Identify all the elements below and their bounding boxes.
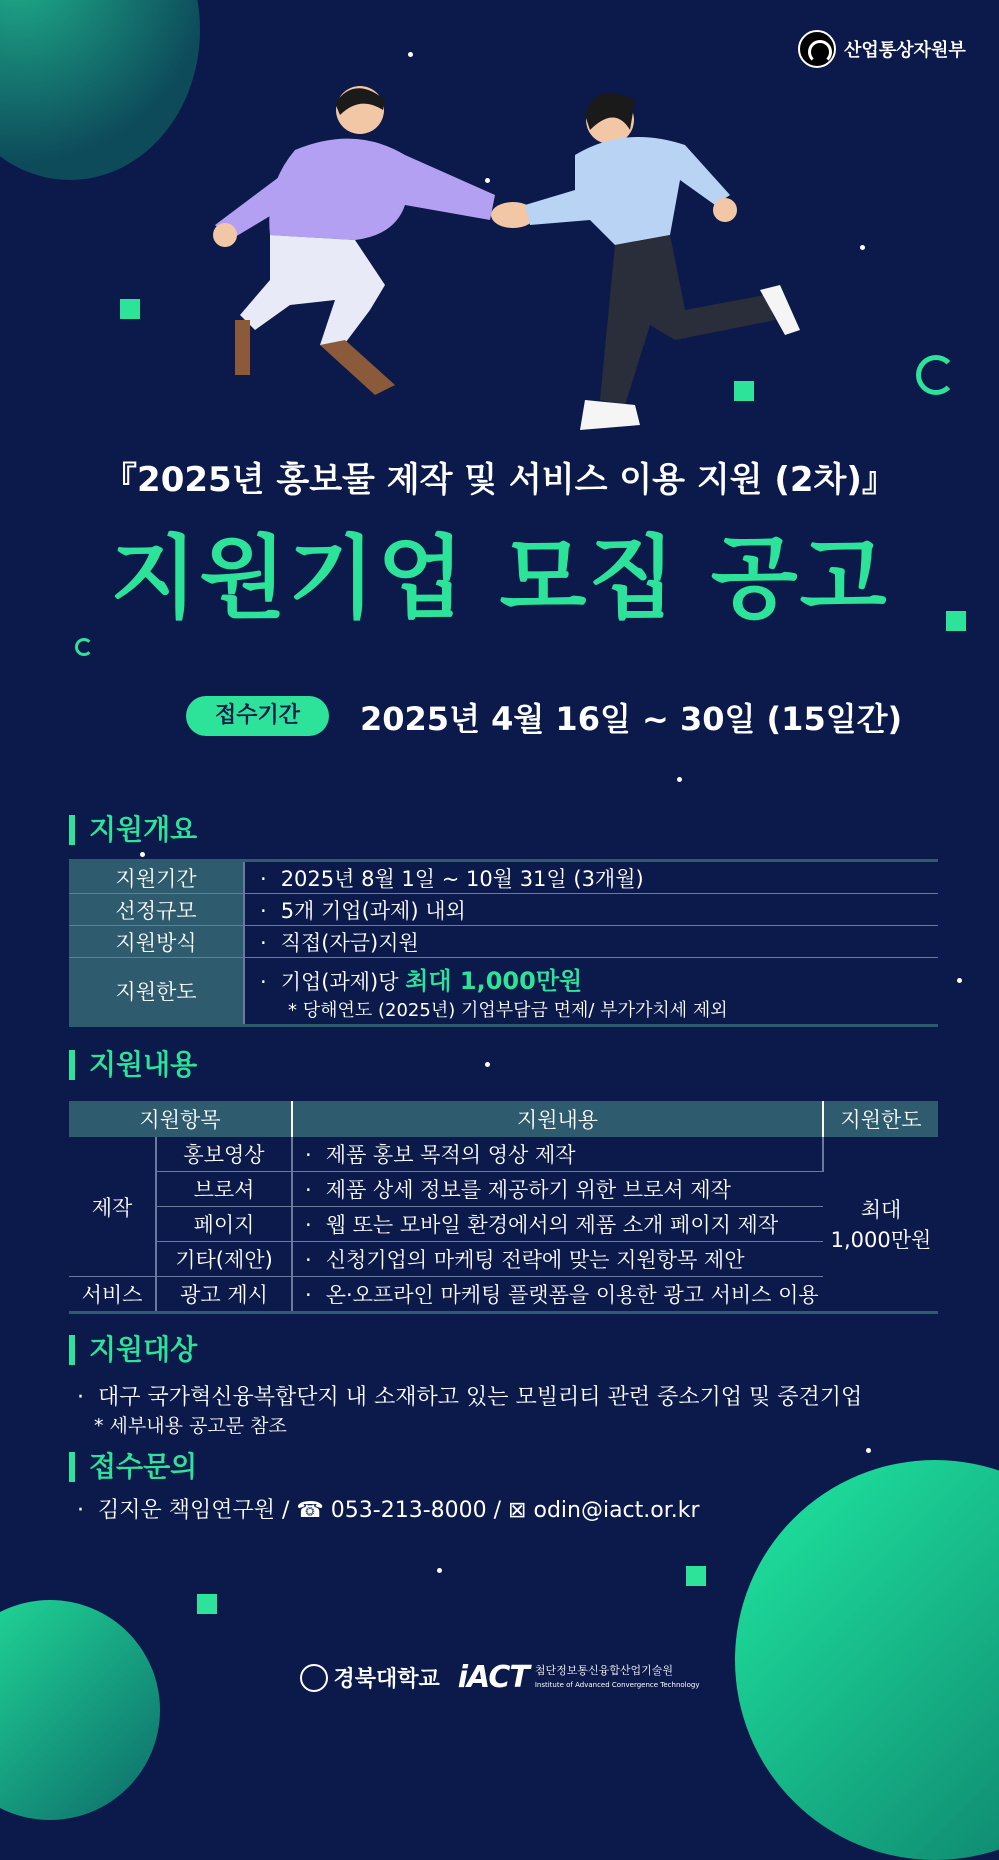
item-name: 기타(제안) [156,1242,292,1277]
decor-ring [916,355,956,395]
row-value: · 2025년 8월 1일 ~ 10월 31일 (3개월) [260,867,644,891]
knu-emblem-icon [300,1664,328,1692]
decor-dot [957,978,962,983]
group-service: 서비스 [69,1277,156,1313]
header-limit: 지원한도 [823,1101,938,1137]
table-header-row [69,1101,938,1137]
header-item: 지원항목 [69,1101,292,1137]
footer-logos [0,1660,999,1695]
row-label: 지원한도 [69,958,244,1026]
decor-dot [140,852,145,857]
decor-blob [0,1600,160,1820]
decor-blob [0,0,200,180]
table-row [69,1207,938,1242]
decor-dot [485,1062,490,1067]
content-table [69,1101,938,1314]
table-row [69,926,938,958]
period-text: 2025년 4월 16일 ~ 30일 (15일간) [360,700,903,738]
item-name: 홍보영상 [156,1137,292,1172]
ministry-name: 산업통상자원부 [844,40,966,61]
taegeuk-seal-icon [798,30,836,68]
table-row [69,861,938,894]
item-desc: · 신청기업의 마케팅 전략에 맞는 지원항목 제안 [305,1248,745,1272]
table-row [69,1277,938,1313]
decor-dot [408,52,413,57]
overview-table [69,859,938,1027]
item-desc: · 온·오프라인 마케팅 플랫폼을 이용한 광고 서비스 이용 [305,1283,819,1307]
table-row [69,958,938,1026]
target-text: · 대구 국가혁신융복합단지 내 소재하고 있는 모빌리티 관련 중소기업 및 중견기업 [77,1385,862,1410]
iact-logo: iACT 첨단정보통신융합산업기술원 Institute of Advanced Convergence Technology [457,1660,700,1695]
group-production: 제작 [69,1137,156,1277]
section-title-overview: 지원개요 [69,815,197,845]
table-row [69,894,938,926]
row-label: 지원기간 [69,861,244,894]
decor-square [197,1594,217,1614]
announcement-subtitle: 『2025년 홍보물 제작 및 서비스 이용 지원 (2차)』 [103,460,896,500]
row-value: · 5개 기업(과제) 내외 [260,899,466,923]
contact-text: · 김지운 책임연구원 / ☎ 053-213-8000 / ⊠ odin@iact.or.kr [77,1498,700,1523]
knu-logo: 경북대학교 [300,1662,440,1693]
row-value: · 기업(과제)당 최대 1,000만원 [260,970,582,994]
section-title-content: 지원내용 [69,1050,197,1080]
decor-ring [75,638,93,656]
section-title-contact: 접수문의 [69,1452,197,1482]
row-value: · 직접(자금)지원 [260,931,419,955]
decor-square [686,1566,706,1586]
decor-dot [860,245,865,250]
row-note: * 당해연도 (2025년) 기업부담금 면제/ 부가가치세 제외 [288,999,728,1021]
table-row [69,1242,938,1277]
item-name: 광고 게시 [156,1277,292,1313]
decor-square [120,299,140,319]
row-label: 선정규모 [69,894,244,926]
header-desc: 지원내용 [292,1101,823,1137]
page-title: 지원기업 모집 공고 [110,526,889,631]
item-name: 페이지 [156,1207,292,1242]
target-note: * 세부내용 공고문 참조 [94,1415,287,1437]
table-row [69,1137,938,1172]
row-label: 지원방식 [69,926,244,958]
item-desc: · 제품 홍보 목적의 영상 제작 [305,1143,576,1167]
decor-dot [437,1568,442,1573]
item-name: 브로셔 [156,1172,292,1207]
period-badge: 접수기간 [186,696,329,736]
max-amount: 최대 1,000만원 [405,966,583,995]
ministry-logo [798,30,966,68]
limit-cell: 최대 1,000만원 [823,1137,938,1313]
item-desc: · 제품 상세 정보를 제공하기 위한 브로셔 제작 [305,1178,731,1202]
section-title-target: 지원대상 [69,1335,197,1365]
item-desc: · 웹 또는 모바일 환경에서의 제품 소개 페이지 제작 [305,1213,778,1237]
decor-dot [866,1448,871,1453]
handshake-illustration [195,85,815,460]
decor-dot [677,777,682,782]
table-row [69,1172,938,1207]
